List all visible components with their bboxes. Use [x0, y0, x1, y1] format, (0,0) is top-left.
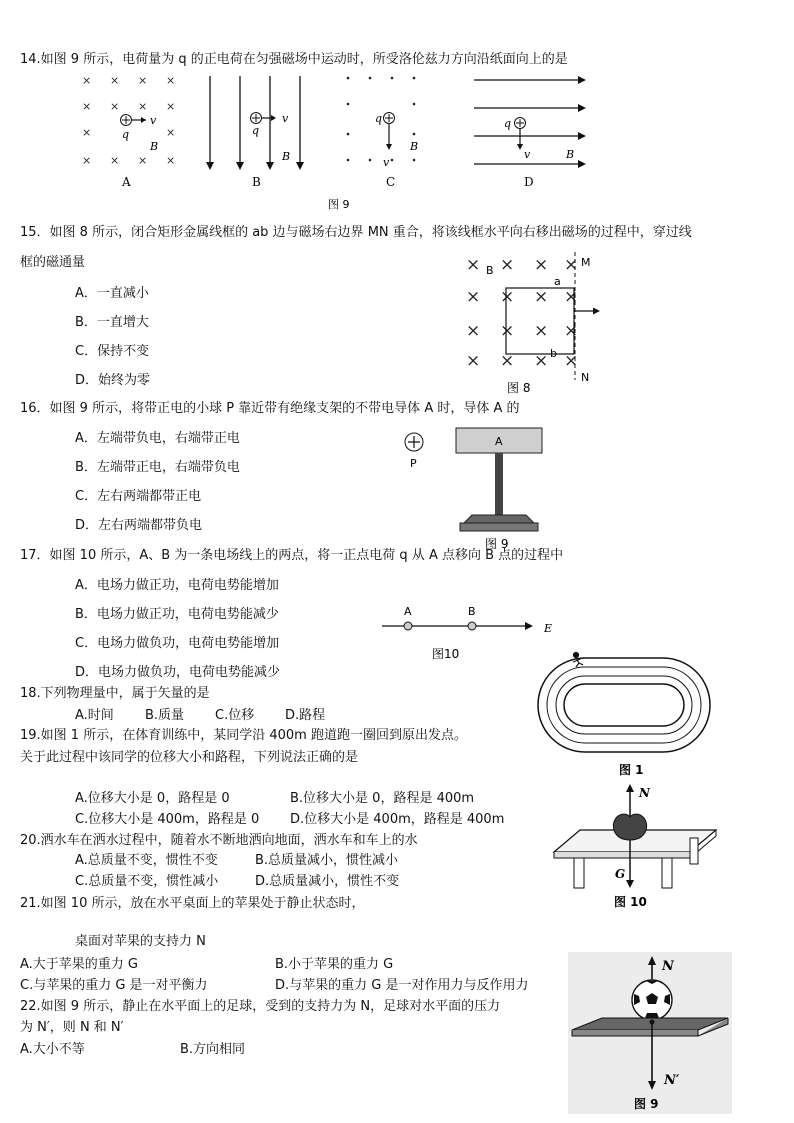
svg-text:P: P: [410, 457, 417, 470]
fig9b-caption: 图 9: [485, 537, 509, 551]
svg-text:×: ×: [500, 287, 515, 307]
svg-text:v: v: [383, 156, 390, 169]
q18-option-b: B.质量: [145, 708, 185, 723]
svg-text:A: A: [495, 435, 503, 448]
q21-stem-2: 桌面对苹果的支持力 N: [75, 934, 206, 949]
q19-option-b: B.位移大小是 0，路程是 400m: [290, 791, 475, 806]
svg-text:v: v: [524, 148, 531, 161]
svg-text:×: ×: [82, 74, 92, 87]
svg-text:N: N: [639, 786, 650, 800]
fig10b-caption: 图 10: [614, 895, 647, 909]
svg-text:×: ×: [110, 100, 120, 113]
q21-option-a: A.大于苹果的重力 G: [20, 957, 139, 972]
svg-text:B: B: [486, 264, 494, 277]
svg-text:×: ×: [166, 74, 176, 87]
q17-stem: 17．如图 10 所示，A、B 为一条电场线上的两点，将一正点电荷 q 从 A 点移向 B 点的过程中: [20, 548, 564, 563]
q15-option-a: A．一直减小: [75, 286, 149, 301]
q19-option-a: A.位移大小是 0，路程是 0: [75, 791, 230, 806]
svg-text:G: G: [615, 867, 626, 881]
label-q-a: q: [122, 128, 130, 141]
svg-text:B: B: [468, 605, 476, 618]
q17-option-c: C．电场力做负功，电荷电势能增加: [75, 636, 280, 651]
svg-text:×: ×: [166, 126, 176, 139]
insulating-stand: [495, 453, 503, 515]
svg-text:v: v: [282, 112, 289, 125]
svg-text:q: q: [252, 124, 260, 137]
svg-text:M: M: [581, 256, 591, 269]
q15-option-b: B．一直增大: [75, 315, 149, 330]
svg-text:×: ×: [466, 255, 481, 275]
svg-text:×: ×: [166, 100, 176, 113]
panel-a-charge: [121, 115, 147, 126]
svg-text:×: ×: [564, 321, 579, 341]
svg-text:a: a: [554, 275, 561, 288]
svg-text:×: ×: [138, 154, 148, 167]
q22-figure: [568, 952, 732, 1114]
q20-stem: 20.洒水车在洒水过程中，随着水不断地洒向地面，洒水车和车上的水: [20, 833, 418, 848]
svg-text:×: ×: [466, 287, 481, 307]
q20-option-c: C.总质量不变，惯性减小: [75, 874, 219, 889]
svg-text:×: ×: [138, 74, 148, 87]
svg-text:×: ×: [138, 100, 148, 113]
q14-figure: [70, 70, 600, 212]
fig9-caption: 图 9: [328, 198, 350, 211]
svg-text:×: ×: [564, 255, 579, 275]
q21-option-b: B.小于苹果的重力 G: [275, 957, 394, 972]
svg-text:B: B: [282, 150, 291, 163]
q16-stem: 16．如图 9 所示，将带正电的小球 P 靠近带有绝缘支架的不带电导体 A 时，导体 A 的: [20, 401, 520, 416]
svg-text:×: ×: [500, 321, 515, 341]
svg-text:N′: N′: [664, 1073, 680, 1088]
label-D: D: [524, 175, 534, 189]
svg-text:E: E: [544, 622, 553, 635]
svg-text:×: ×: [534, 255, 549, 275]
svg-text:q: q: [375, 112, 383, 125]
q19-figure: [532, 646, 722, 780]
q18-stem: 18.下列物理量中，属于矢量的是: [20, 686, 210, 701]
label-A: A: [122, 175, 131, 189]
q18-option-a: A.时间: [75, 708, 114, 723]
svg-text:B: B: [410, 140, 419, 153]
q18-option-d: D.路程: [285, 708, 326, 723]
q19-stem-1: 19.如图 1 所示，在体育训练中，某同学沿 400m 跑道跑一圈回到原出发点。: [20, 728, 467, 743]
q21-option-c: C.与苹果的重力 G 是一对平衡力: [20, 978, 208, 993]
q16-option-c: C．左右两端都带正电: [75, 489, 202, 504]
q17-option-d: D．电场力做负功，电荷电势能减少: [75, 665, 281, 680]
svg-text:×: ×: [534, 351, 549, 371]
q22-stem-2: 为 N′，则 N 和 N′: [20, 1020, 124, 1035]
q21-figure: [550, 782, 720, 914]
q16-option-d: D．左右两端都带负电: [75, 518, 203, 533]
fig10-caption: 图10: [432, 647, 460, 661]
q22-option-b: B.方向相同: [180, 1042, 246, 1057]
q16-option-a: A．左端带负电，右端带正电: [75, 431, 240, 446]
q17-option-a: A．电场力做正功，电荷电势能增加: [75, 578, 279, 593]
svg-text:×: ×: [466, 321, 481, 341]
svg-text:N: N: [662, 959, 674, 974]
q15-figure: [460, 252, 610, 397]
svg-text:A: A: [404, 605, 412, 618]
q20-option-b: B.总质量减小，惯性减小: [255, 853, 399, 868]
apple-icon: [613, 814, 646, 840]
q15-option-c: C．保持不变: [75, 344, 150, 359]
q19-stem-2: 关于此过程中该同学的位移大小和路程，下列说法正确的是: [20, 750, 359, 765]
svg-text:×: ×: [110, 74, 120, 87]
point-b: [468, 622, 476, 630]
svg-text:×: ×: [564, 287, 579, 307]
panel-d-charge: [515, 118, 526, 151]
label-v-a: v: [150, 114, 157, 127]
panel-c-charge: [384, 113, 395, 151]
svg-text:×: ×: [466, 351, 481, 371]
q22-stem-1: 22.如图 9 所示，静止在水平面上的足球，受到的支持力为 N，足球对水平面的压力: [20, 999, 501, 1014]
q21-option-d: D.与苹果的重力 G 是一对作用力与反作用力: [275, 978, 529, 993]
q22-option-a: A.大小不等: [20, 1042, 85, 1057]
label-B-a: B: [150, 140, 159, 153]
q17-option-b: B．电场力做正功，电荷电势能减少: [75, 607, 279, 622]
football-icon: [632, 980, 672, 1020]
track-inner: [564, 684, 684, 726]
q15-stem-2: 框的磁通量: [20, 255, 86, 270]
q15-stem-1: 15．如图 8 所示，闭合矩形金属线框的 ab 边与磁场右边界 MN 重合，将该线框水平向右移出磁场的过程中，穿过线: [20, 225, 692, 240]
svg-text:×: ×: [534, 287, 549, 307]
point-a: [404, 622, 412, 630]
svg-text:×: ×: [564, 351, 579, 371]
q16-option-b: B．左端带正电，右端带负电: [75, 460, 240, 475]
svg-text:N: N: [581, 371, 590, 384]
ball-p: [405, 433, 423, 451]
q14-stem: 14.如图 9 所示，电荷量为 q 的正电荷在匀强磁场中运动时，所受洛伦兹力方向沿纸面向上的是: [20, 52, 568, 67]
svg-text:×: ×: [82, 126, 92, 139]
svg-text:B: B: [566, 148, 575, 161]
svg-text:×: ×: [534, 321, 549, 341]
svg-text:b: b: [550, 347, 557, 360]
q20-option-d: D.总质量减小，惯性不变: [255, 874, 400, 889]
panel-b-charge: [251, 113, 277, 124]
fig1-caption: 图 1: [619, 763, 644, 777]
svg-text:×: ×: [166, 154, 176, 167]
fig8-caption: 图 8: [507, 381, 531, 395]
label-C: C: [386, 175, 396, 189]
svg-text:×: ×: [82, 154, 92, 167]
fig9c-caption: 图 9: [634, 1097, 659, 1111]
q19-option-d: D.位移大小是 400m，路程是 400m: [290, 812, 505, 827]
svg-text:q: q: [504, 117, 512, 130]
svg-text:×: ×: [110, 154, 120, 167]
q15-option-d: D．始终为零: [75, 373, 151, 388]
q20-option-a: A.总质量不变，惯性不变: [75, 853, 218, 868]
q21-stem: 21.如图 10 所示，放在水平桌面上的苹果处于静止状态时，: [20, 896, 365, 911]
q18-option-c: C.位移: [215, 708, 255, 723]
svg-text:×: ×: [500, 351, 515, 371]
q19-option-c: C.位移大小是 400m，路程是 0: [75, 812, 260, 827]
label-B: B: [252, 175, 261, 189]
q16-figure: [398, 424, 558, 554]
svg-text:×: ×: [500, 255, 515, 275]
svg-text:×: ×: [82, 100, 92, 113]
